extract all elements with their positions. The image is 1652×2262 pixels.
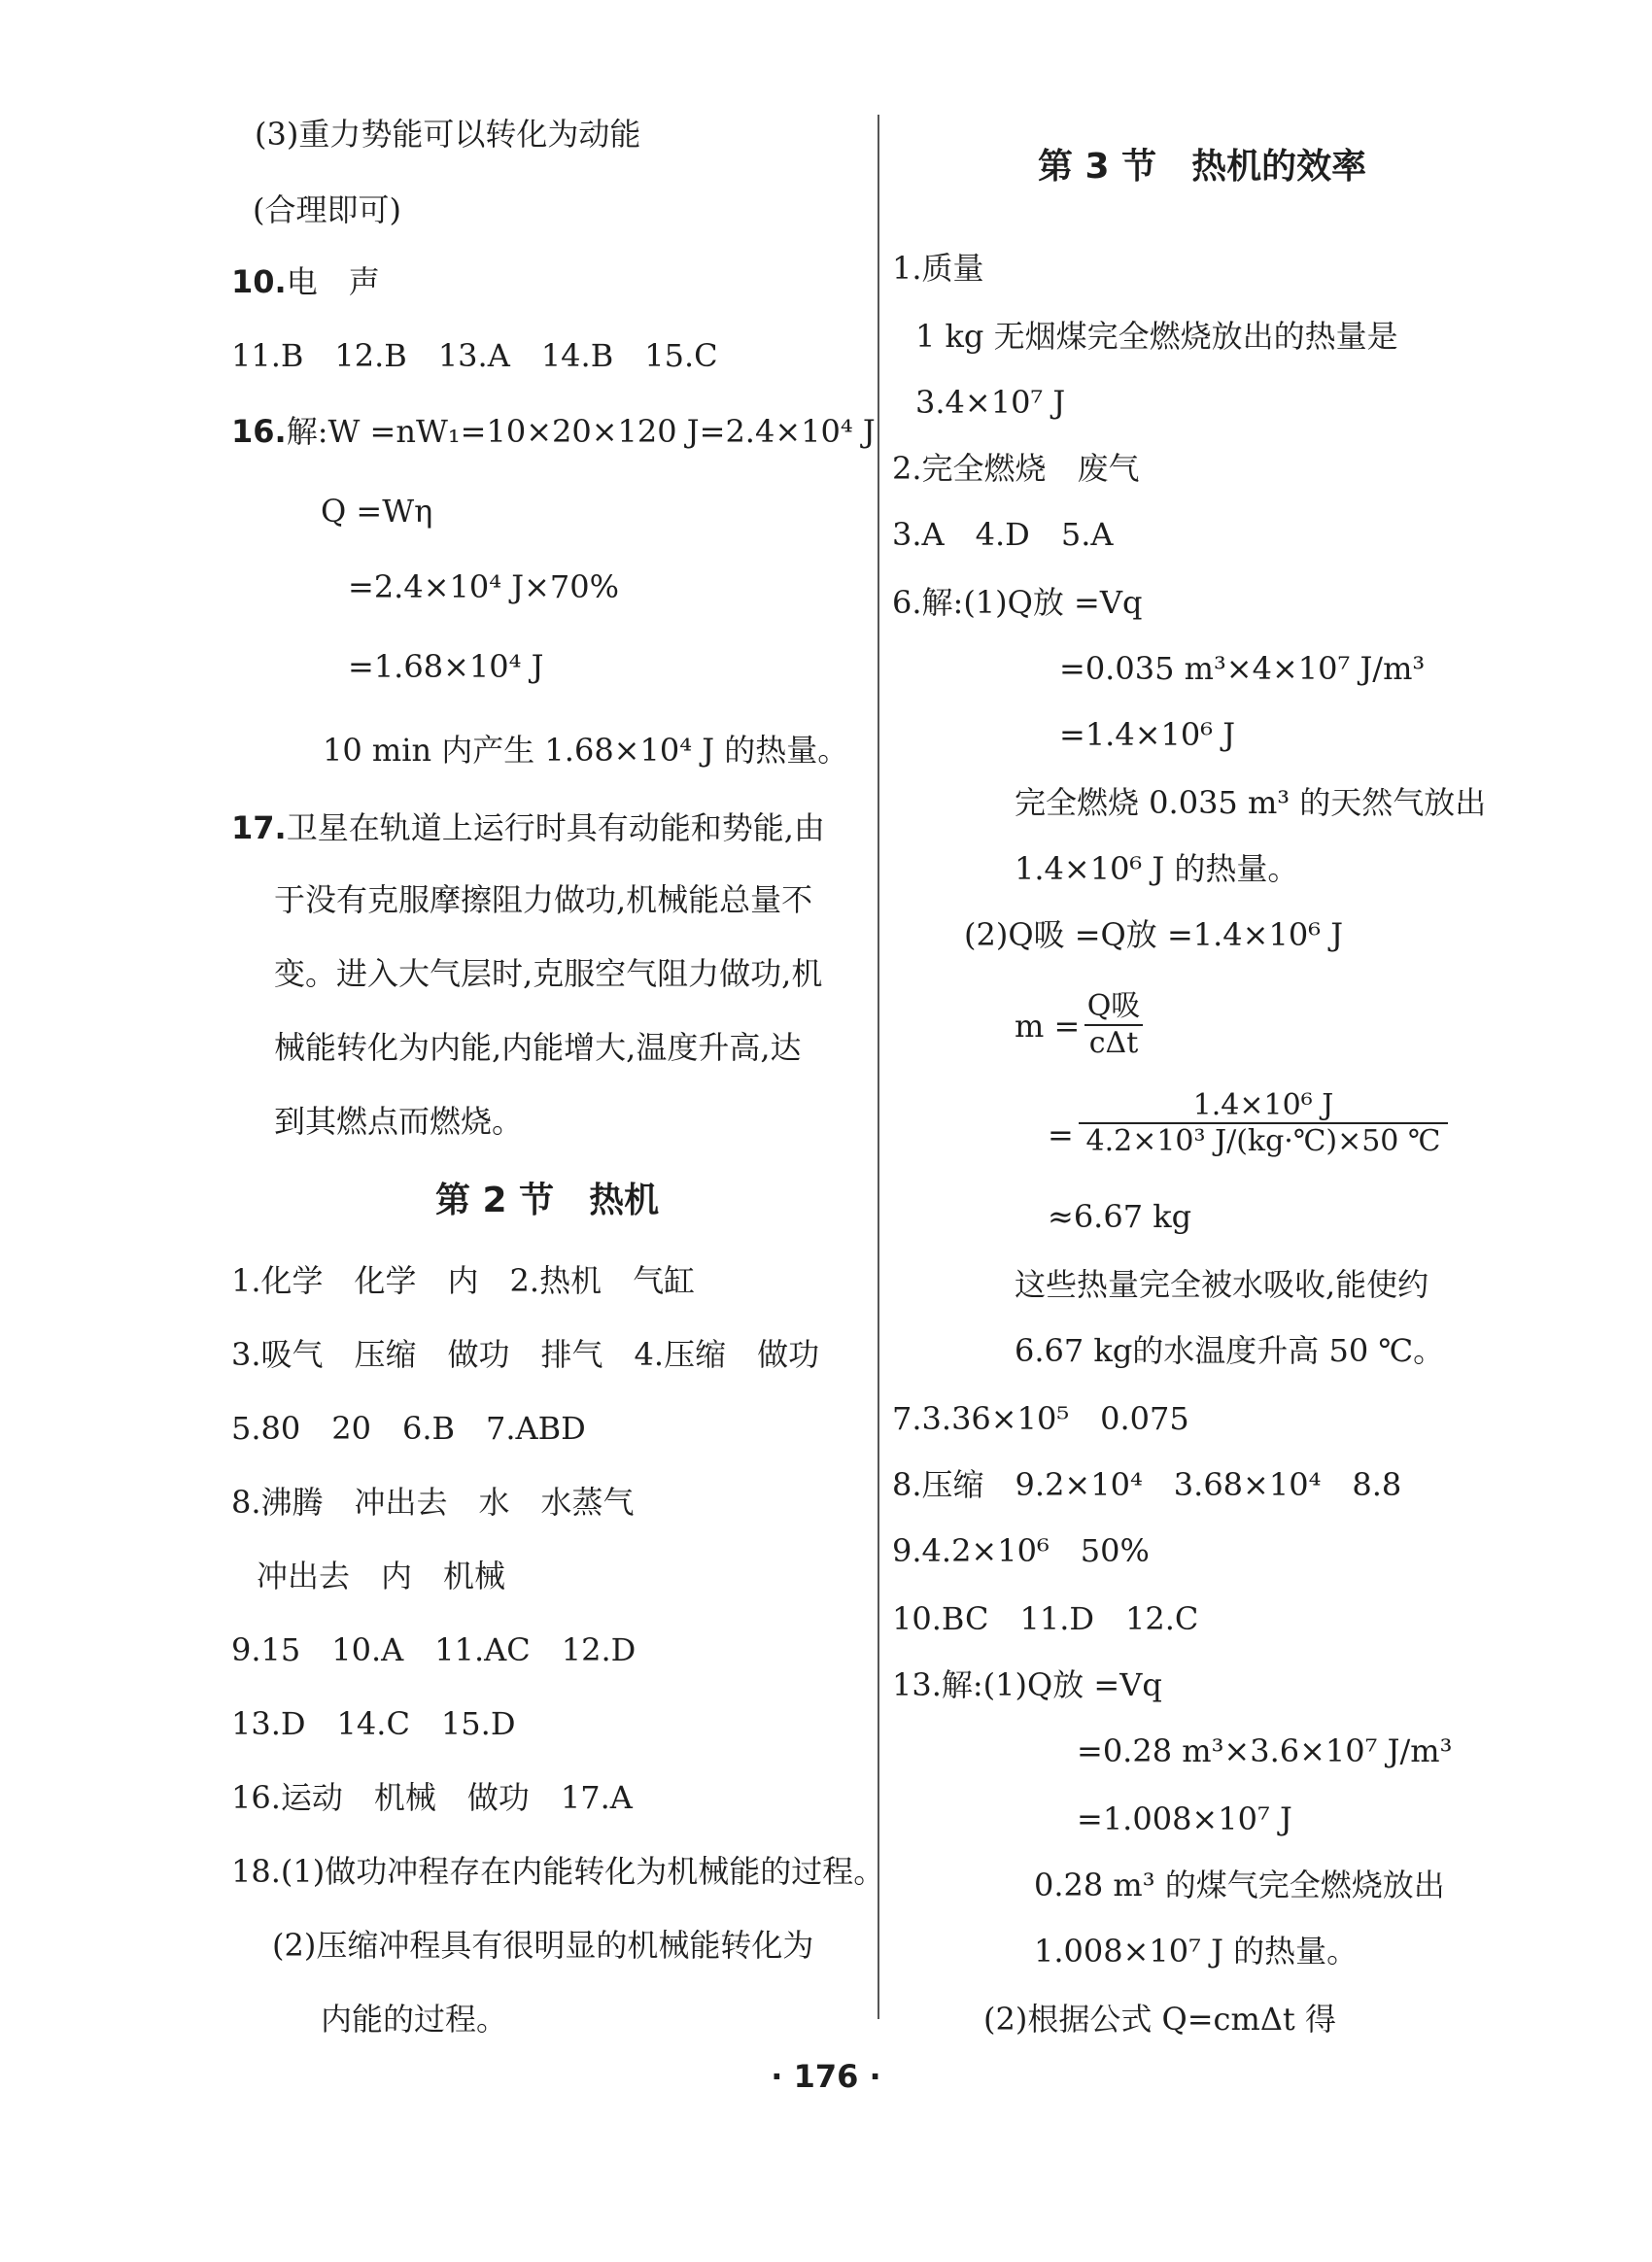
answer-line: 5.80 20 6.B 7.ABD (231, 1410, 586, 1447)
equation-line: =1.68×10⁴ J (348, 648, 544, 685)
answer-line: 1.4×10⁶ J 的热量。 (1015, 850, 1299, 887)
answer-line: (2)根据公式 Q=cmΔt 得 (983, 2001, 1336, 2038)
answer-line: 械能转化为内能,内能增大,温度升高,达 (274, 1029, 802, 1066)
fraction-denominator: 4.2×10³ J/(kg·℃)×50 ℃ (1079, 1122, 1448, 1158)
answer-line: 13.解:(1)Q放 =Vq (892, 1666, 1162, 1703)
answer-line: 2.完全燃烧 废气 (892, 450, 1140, 487)
answer-line: 16.运动 机械 做功 17.A (231, 1779, 633, 1816)
answer-line: 0.28 m³ 的煤气完全燃烧放出 (1034, 1867, 1445, 1903)
answer-line: 内能的过程。 (321, 2001, 508, 2038)
answer-line: 到其燃点而燃烧。 (274, 1103, 524, 1140)
equation-line: =1.4×10⁶ J (1059, 716, 1236, 753)
page-number: · 176 · (771, 2058, 881, 2095)
answer-line: 18.(1)做功冲程存在内能转化为机械能的过程。 (231, 1853, 885, 1890)
section-heading: 第 3 节 热机的效率 (1038, 147, 1367, 187)
equation-line: =2.4×10⁴ J×70% (348, 568, 619, 605)
section-heading: 第 2 节 热机 (435, 1181, 660, 1220)
answer-line: 6.解:(1)Q放 =Vq (892, 584, 1143, 621)
answer-line: 1.质量 (892, 250, 984, 287)
answer-line: 1 kg 无烟煤完全燃烧放出的热量是 (915, 318, 1398, 355)
answer-line: (合理即可) (253, 191, 401, 228)
fraction (1079, 1088, 1448, 1158)
answer-line: (2)压缩冲程具有很明显的机械能转化为 (272, 1927, 814, 1964)
answer-text: 电 声 (286, 263, 380, 300)
answer-line: 完全燃烧 0.035 m³ 的天然气放出 (1015, 784, 1487, 821)
answer-line: 3.A 4.D 5.A (892, 516, 1114, 553)
fraction-denominator: cΔt (1084, 1024, 1143, 1060)
answer-line: 变。进入大气层时,克服空气阻力做功,机 (274, 955, 823, 992)
answer-line: 9.15 10.A 11.AC 12.D (231, 1631, 637, 1668)
answer-text: 卫星在轨道上运行时具有动能和势能,由 (286, 809, 825, 846)
equation-line: =0.035 m³×4×10⁷ J/m³ (1059, 650, 1426, 687)
answer-text: 解:W =nW₁=10×20×120 J=2.4×10⁴ J (286, 413, 876, 450)
answer-line: (3)重力势能可以转化为动能 (255, 116, 641, 153)
answer-line: 3.4×10⁷ J (915, 384, 1066, 421)
fraction-numerator: 1.4×10⁶ J (1192, 1088, 1334, 1122)
answer-line: 1.化学 化学 内 2.热机 气缸 (231, 1262, 696, 1299)
answer-16 (231, 412, 876, 451)
fraction (1084, 981, 1143, 1060)
answer-line: 于没有克服摩擦阻力做功,机械能总量不 (274, 881, 813, 918)
answer-line: 3.吸气 压缩 做功 排气 4.压缩 做功 (231, 1336, 820, 1373)
answer-line: 8.沸腾 冲出去 水 水蒸气 (231, 1484, 635, 1521)
question-number: 10. (231, 263, 287, 300)
question-number: 17. (231, 809, 287, 846)
fraction-numerator: Q吸 (1086, 989, 1141, 1023)
question-number: 16. (231, 413, 287, 450)
equation-line: =0.28 m³×3.6×10⁷ J/m³ (1077, 1732, 1453, 1769)
answer-line: 6.67 kg的水温度升高 50 ℃。 (1015, 1332, 1445, 1369)
equation-lhs: m = (1015, 1008, 1081, 1045)
equation-line: (2)Q吸 =Q放 =1.4×10⁶ J (964, 916, 1344, 953)
answer-17 (231, 808, 825, 847)
equation-lhs: = (1048, 1116, 1074, 1153)
answer-line: 13.D 14.C 15.D (231, 1705, 516, 1742)
answer-conclusion: 10 min 内产生 1.68×10⁴ J 的热量。 (323, 732, 849, 769)
answer-11-15: 11.B 12.B 13.A 14.B 15.C (231, 337, 718, 374)
answer-line: 冲出去 内 机械 (257, 1558, 506, 1594)
answer-10 (231, 262, 380, 301)
answer-line: 8.压缩 9.2×10⁴ 3.68×10⁴ 8.8 (892, 1466, 1402, 1503)
answer-line: 9.4.2×10⁶ 50% (892, 1532, 1150, 1569)
equation-line: ≈6.67 kg (1048, 1198, 1192, 1235)
answer-line: 7.3.36×10⁵ 0.075 (892, 1400, 1189, 1437)
equation-line: Q =Wη (321, 493, 433, 530)
answer-line: 这些热量完全被水吸收,能使约 (1015, 1266, 1429, 1303)
answer-line: 1.008×10⁷ J 的热量。 (1034, 1933, 1359, 1970)
answer-line: 10.BC 11.D 12.C (892, 1600, 1199, 1637)
equation-line: =1.008×10⁷ J (1077, 1800, 1292, 1837)
column-divider (878, 115, 879, 2019)
